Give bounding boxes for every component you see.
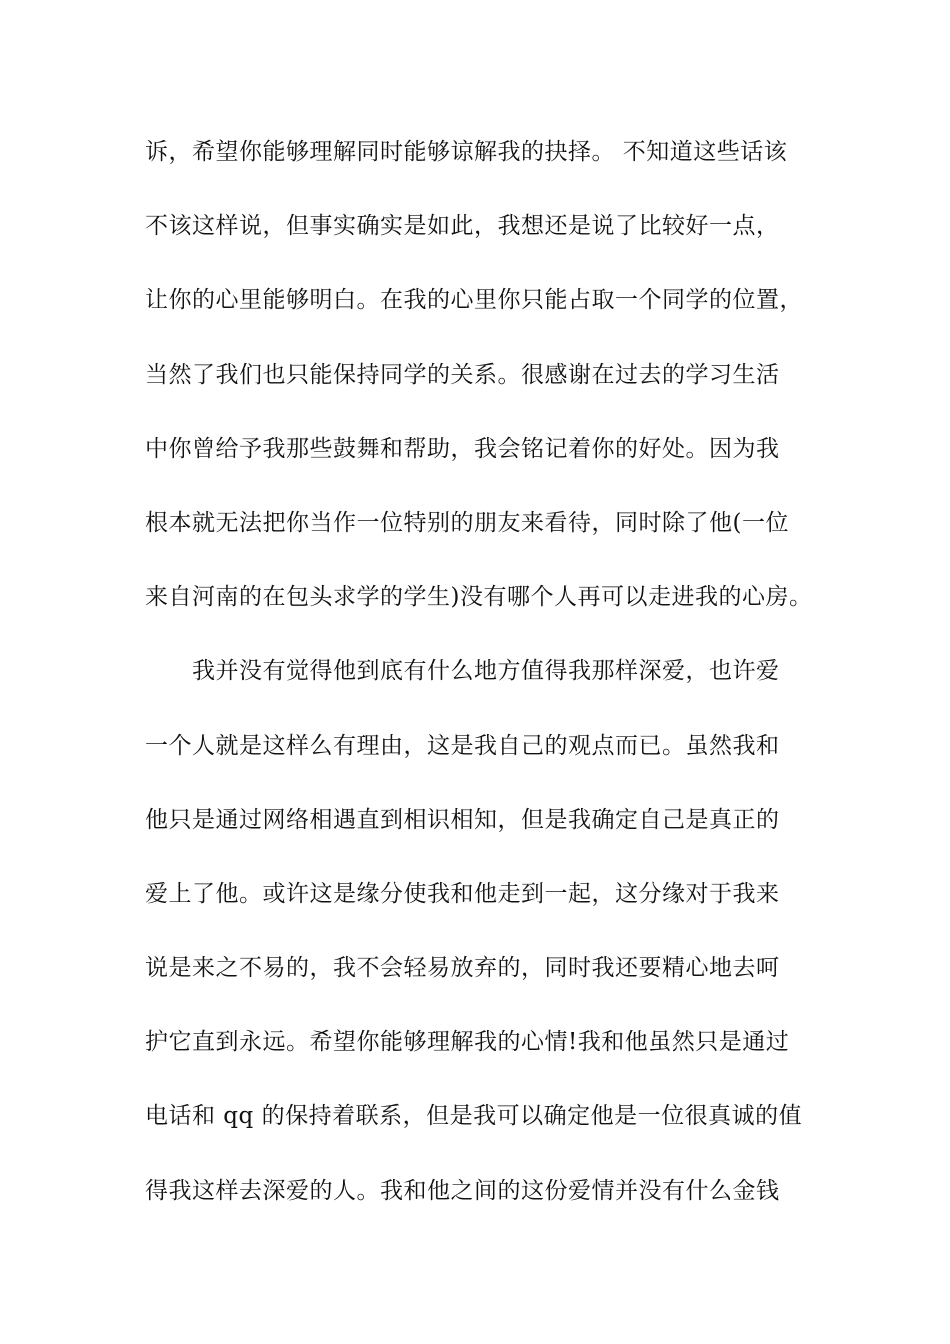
text-line: 当然了我们也只能保持同学的关系。很感谢在过去的学习生活 [145, 361, 780, 388]
text-line: 一个人就是这样么有理由，这是我自己的观点而已。虽然我和 [145, 732, 780, 759]
text-line: 爱上了他。或许这是缘分使我和他走到一起，这分缘对于我来 [145, 880, 780, 907]
text-line: 诉，希望你能够理解同时能够谅解我的抉择。 不知道这些话该 [145, 139, 788, 165]
paragraph-first-line: 我并没有觉得他到底有什么地方值得我那样深爱，也许爱 [192, 658, 780, 685]
text-line: 电话和 qq 的保持着联系，但是我可以确定他是一位很真诚的值 [145, 1103, 803, 1130]
text-line: 不该这样说，但事实确实是如此，我想还是说了比较好一点， [145, 213, 780, 240]
text-line: 他只是通过网络相遇直到相识相知，但是我确定自己是真正的 [145, 806, 780, 833]
text-line: 根本就无法把你当作一位特别的朋友来看待，同时除了他(一位 [145, 509, 789, 536]
text-line: 说是来之不易的，我不会轻易放弃的，同时我还要精心地去呵 [145, 955, 780, 982]
body-text [145, 130, 845, 1243]
text-line: 护它直到永远。希望你能够理解我的心情!我和他虽然只是通过 [145, 1029, 790, 1056]
text-line: 中你曾给予我那些鼓舞和帮助，我会铭记着你的好处。因为我 [145, 435, 780, 462]
text-line: 得我这样去深爱的人。我和他之间的这份爱情并没有什么金钱 [145, 1177, 780, 1204]
text-line: 让你的心里能够明白。在我的心里你只能占取一个同学的位置， [145, 287, 803, 314]
text-line: 来自河南的在包头求学的学生)没有哪个人再可以走进我的心房。 [145, 584, 813, 611]
